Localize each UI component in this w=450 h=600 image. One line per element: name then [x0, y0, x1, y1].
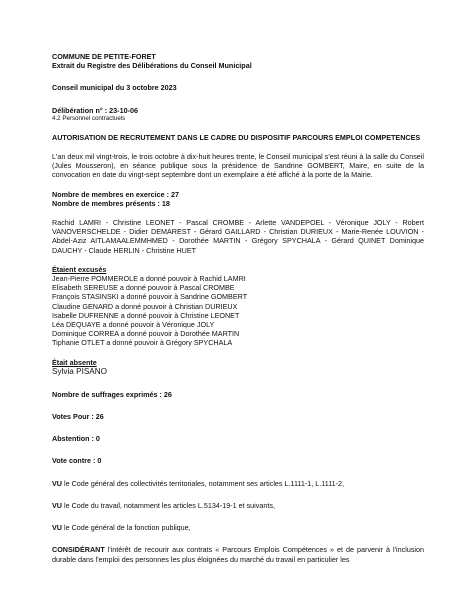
- visa-text: le Code du travail, notamment les articles L.5134-19-1 et suivants,: [62, 500, 275, 510]
- registre-title: Extrait du Registre des Délibérations du Conseil Municipal: [52, 61, 252, 71]
- excuse-line: Tiphanie OTLET a donné pouvoir à Grégory SPYCHALA: [52, 338, 233, 348]
- membres-presents: Nombre de membres présents : 18: [52, 198, 170, 208]
- considerant-paragraph: [52, 545, 424, 563]
- votes-abstention: Abstention : 0: [52, 434, 100, 444]
- considerant-text: l'intérêt de recourir aux contrats « Parcours Emplois Compétences » et de parvenir à l'inclusion durable dans l'emploi des personnes les plus éloignées du marché du travail en particulier les: [52, 545, 424, 564]
- visa-keyword: VU: [52, 478, 62, 488]
- suffrages-count: Nombre de suffrages exprimés : 26: [52, 389, 172, 399]
- visa-keyword: VU: [52, 500, 62, 510]
- excuse-line: Isabelle DUFRENNE a donné pouvoir à Christine LEONET: [52, 310, 240, 320]
- votes-contre: Vote contre : 0: [52, 456, 102, 466]
- intro-paragraph: L'an deux mil vingt-trois, le trois octobre à dix-huit heures trente, le Conseil municipal s'est réuni à la salle du Conseil (Jules Mousseron), en séance publique sous la présidence de Sandrine GOMBERT, Maire, en suite de la convocation en date du vingt-sept septembre dont un exemplaire a été affiché à la porte de la Mairie.: [52, 152, 424, 180]
- visa-fonction-publique: [52, 523, 424, 532]
- deliberation-number: Délibération n° : 23-10-06: [52, 105, 138, 115]
- excuses-section: [52, 265, 424, 348]
- votes-pour: Votes Pour : 26: [52, 412, 104, 422]
- visa-code-travail: [52, 501, 424, 510]
- absente-title: Était absente: [52, 357, 97, 367]
- excuse-line: Elisabeth SEREUSE a donné pouvoir à Pascal CROMBE: [52, 283, 235, 293]
- visa-text: le Code général des collectivités territoriales, notamment ses articles L.1111-1, L.1111-2,: [62, 478, 345, 488]
- visa-cgct: [52, 479, 424, 488]
- absente-section: [52, 358, 424, 377]
- considerant-keyword: CONSIDÉRANT: [52, 545, 105, 555]
- deliberation-title: AUTORISATION DE RECRUTEMENT DANS LE CADRE DU DISPOSITIF PARCOURS EMPLOI COMPETENCES: [52, 132, 421, 142]
- visa-keyword: VU: [52, 523, 62, 533]
- excuse-line: Dominique CORREA a donné pouvoir à Dorothée MARTIN: [52, 329, 240, 339]
- seance-date: Conseil municipal du 3 octobre 2023: [52, 83, 177, 93]
- excuse-line: Claudine GENARD a donné pouvoir à Christian DURIEUX: [52, 301, 238, 311]
- excuses-title: Étaient excusés: [52, 264, 107, 274]
- excuse-line: Jean-Pierre POMMEROLE a donné pouvoir à Rachid LAMRI: [52, 274, 246, 284]
- excuse-line: François STASINSKI a donné pouvoir à Sandrine GOMBERT: [52, 292, 248, 302]
- membres-exercice: Nombre de membres en exercice : 27: [52, 189, 180, 199]
- commune-name: COMMUNE DE PETITE-FORET: [52, 52, 156, 61]
- deliberation-category: 4.2 Personnel contractuels: [52, 114, 126, 122]
- absente-name: Sylvia PISANO: [52, 366, 108, 376]
- visa-text: le Code général de la fonction publique,: [62, 523, 191, 533]
- excuse-line: Léa DEQUAYE a donné pouvoir à Véronique JOLY: [52, 320, 215, 330]
- presents-list: Rachid LAMRI - Christine LEONET - Pascal CROMBE - Arlette VANDEPOEL - Véronique JOLY - Robert VANOVERSCHELDE - Didier DEMAREST - Gérard GAILLARD - Christian DURIEUX - Marie-Renée LOUVION - Abdel-Aziz AITLAMAALEMMHMED - Dorothée MARTIN - Grégory SPYCHALA - Gérard QUINET Dominique DAUCHY - Claude HERLIN - Christine HUET: [52, 218, 424, 255]
